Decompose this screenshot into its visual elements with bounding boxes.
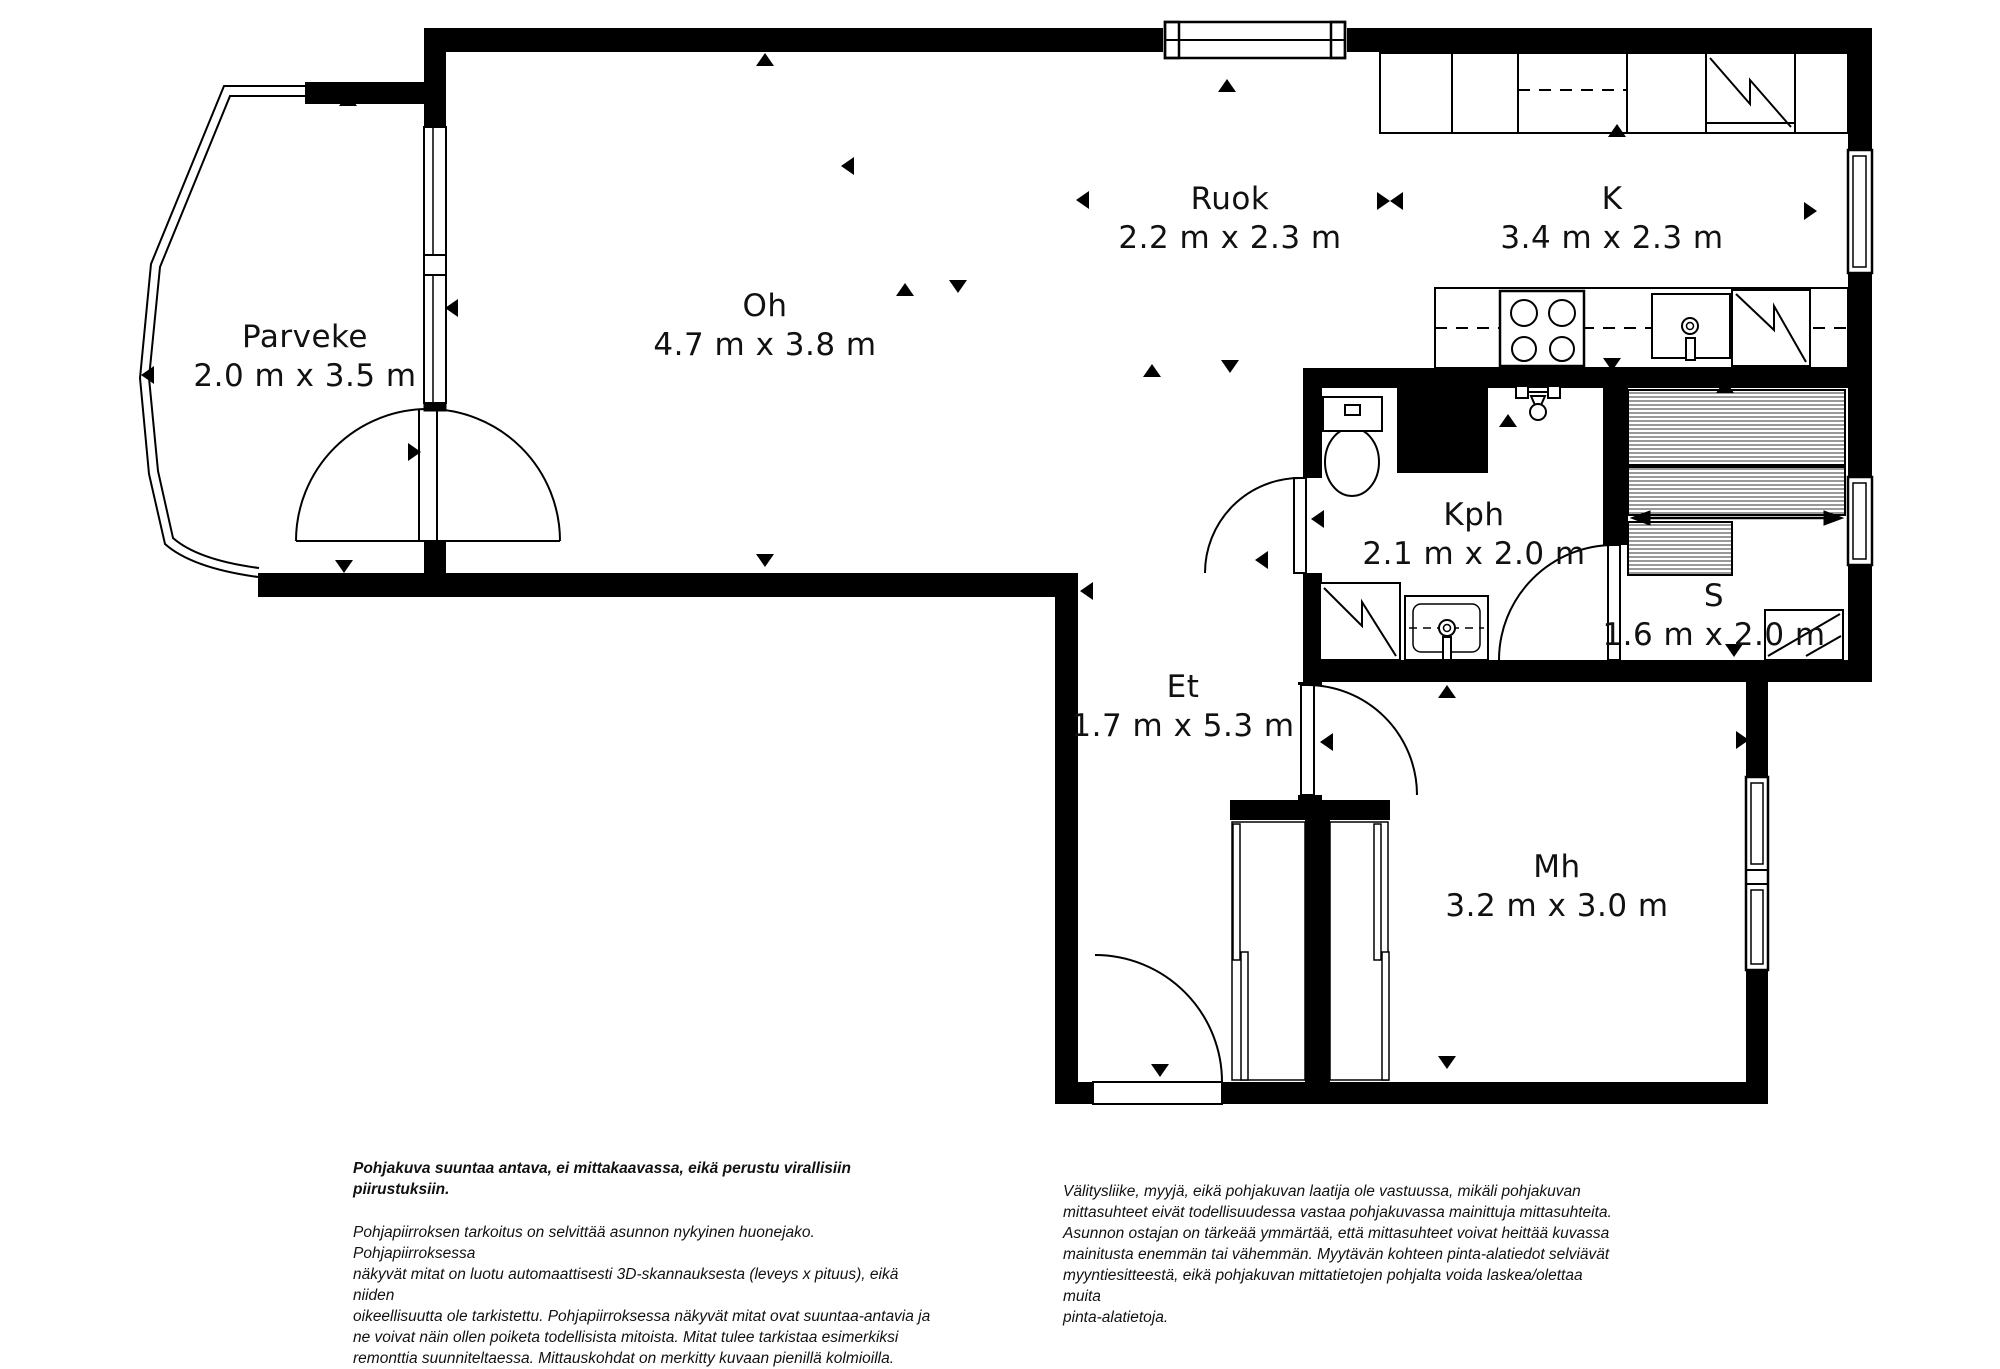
disclaimer-line: oikeellisuutta ole tarkistettu. Pohjapiirroksessa näkyvät mitat ovat suuntaa-antavia ja xyxy=(353,1308,931,1325)
disclaimer-line: mainitusta enemmän tai vähemmän. Myytävän kohteen pinta-alatiedot selviävät xyxy=(1063,1246,1610,1263)
room-name: S xyxy=(1703,578,1725,614)
door-swing xyxy=(1205,478,1300,573)
room-name: Kph xyxy=(1443,497,1505,533)
room-dims: 1.7 m x 5.3 m xyxy=(1071,708,1295,744)
stove-icon xyxy=(1500,291,1584,366)
wardrobe-hall xyxy=(1232,822,1305,1080)
disclaimer-right xyxy=(1063,1181,1623,1328)
disclaimer-line: Pohjapiirroksen tarkoitus on selvittää asunnon nykyinen huonejako. Pohjapiirroksessa xyxy=(353,1224,815,1262)
disclaimer-line: ne voivat näin ollen poiketa todellisista mitoista. Mitat tulee tarkistaa esimerkiksi xyxy=(353,1329,899,1346)
room-label-k xyxy=(1500,180,1723,258)
room-label-parveke xyxy=(193,318,416,396)
room-dims: 1.6 m x 2.0 m xyxy=(1602,617,1826,653)
disclaimer-line: näkyvät mitat on luotu automaattisesti 3D-skannauksesta (leveys x pituus), eikä niiden xyxy=(353,1266,899,1304)
room-label-s xyxy=(1602,577,1825,655)
kitchen-upper-cabinets xyxy=(1380,53,1848,133)
room-label-oh xyxy=(653,287,876,365)
wardrobe-bedroom xyxy=(1330,822,1389,1080)
toilet-icon xyxy=(1323,397,1382,496)
room-name: Mh xyxy=(1533,849,1581,885)
door-swing xyxy=(1095,955,1222,1082)
room-label-ruok xyxy=(1118,180,1341,258)
room-name: Parveke xyxy=(242,319,368,355)
room-label-kph xyxy=(1362,496,1585,574)
room-dims: 3.4 m x 2.3 m xyxy=(1500,220,1724,256)
room-name: K xyxy=(1601,181,1623,217)
disclaimer-line: Välitysliike, myyjä, eikä pohjakuvan laatija ole vastuussa, mikäli pohjakuvan xyxy=(1063,1183,1581,1200)
disclaimer-line: mittasuhteet eivät todellisuudessa vastaa pohjakuvassa mainittuja mittasuhteita. xyxy=(1063,1204,1612,1221)
washbasin-icon xyxy=(1405,596,1488,660)
room-dims: 4.7 m x 3.8 m xyxy=(653,327,877,363)
bathroom-door xyxy=(1205,478,1306,573)
disclaimer-line: remonttia suunniteltaessa. Mittauskohdat on merkitty kuvaan pienillä kolmioilla. xyxy=(353,1350,895,1367)
freezer-icon xyxy=(1732,290,1810,366)
shower-icon xyxy=(1320,583,1400,660)
sauna-benches xyxy=(1628,390,1845,575)
room-name: Ruok xyxy=(1190,181,1270,217)
room-dims: 2.1 m x 2.0 m xyxy=(1362,536,1586,572)
room-name: Oh xyxy=(742,288,788,324)
duct-shaft xyxy=(1397,388,1488,473)
room-dims: 3.2 m x 3.0 m xyxy=(1445,888,1669,924)
room-label-mh xyxy=(1445,848,1668,926)
room-name: Et xyxy=(1166,669,1200,705)
shower-faucet-icon xyxy=(1515,386,1561,420)
disclaimer-line: pinta-alatietoja. xyxy=(1063,1309,1169,1326)
room-dims: 2.2 m x 2.3 m xyxy=(1118,220,1342,256)
disclaimer-left xyxy=(353,1158,933,1369)
entrance-door xyxy=(1093,955,1222,1104)
disclaimer-title: Pohjakuva suuntaa antava, ei mittakaavassa, eikä perustu virallisiin piirustuksiin. xyxy=(353,1160,851,1198)
disclaimer-line: myyntiesitteestä, eikä pohjakuvan mittatietojen pohjalta voida laskea/olettaa muita xyxy=(1063,1267,1583,1305)
disclaimer-line: Asunnon ostajan on tärkeää ymmärtää, että mittasuhteet voivat heittää kuvassa xyxy=(1063,1225,1610,1242)
room-label-et xyxy=(1071,668,1294,746)
kitchen-sink-icon xyxy=(1652,294,1730,360)
room-dims: 2.0 m x 3.5 m xyxy=(193,358,417,394)
